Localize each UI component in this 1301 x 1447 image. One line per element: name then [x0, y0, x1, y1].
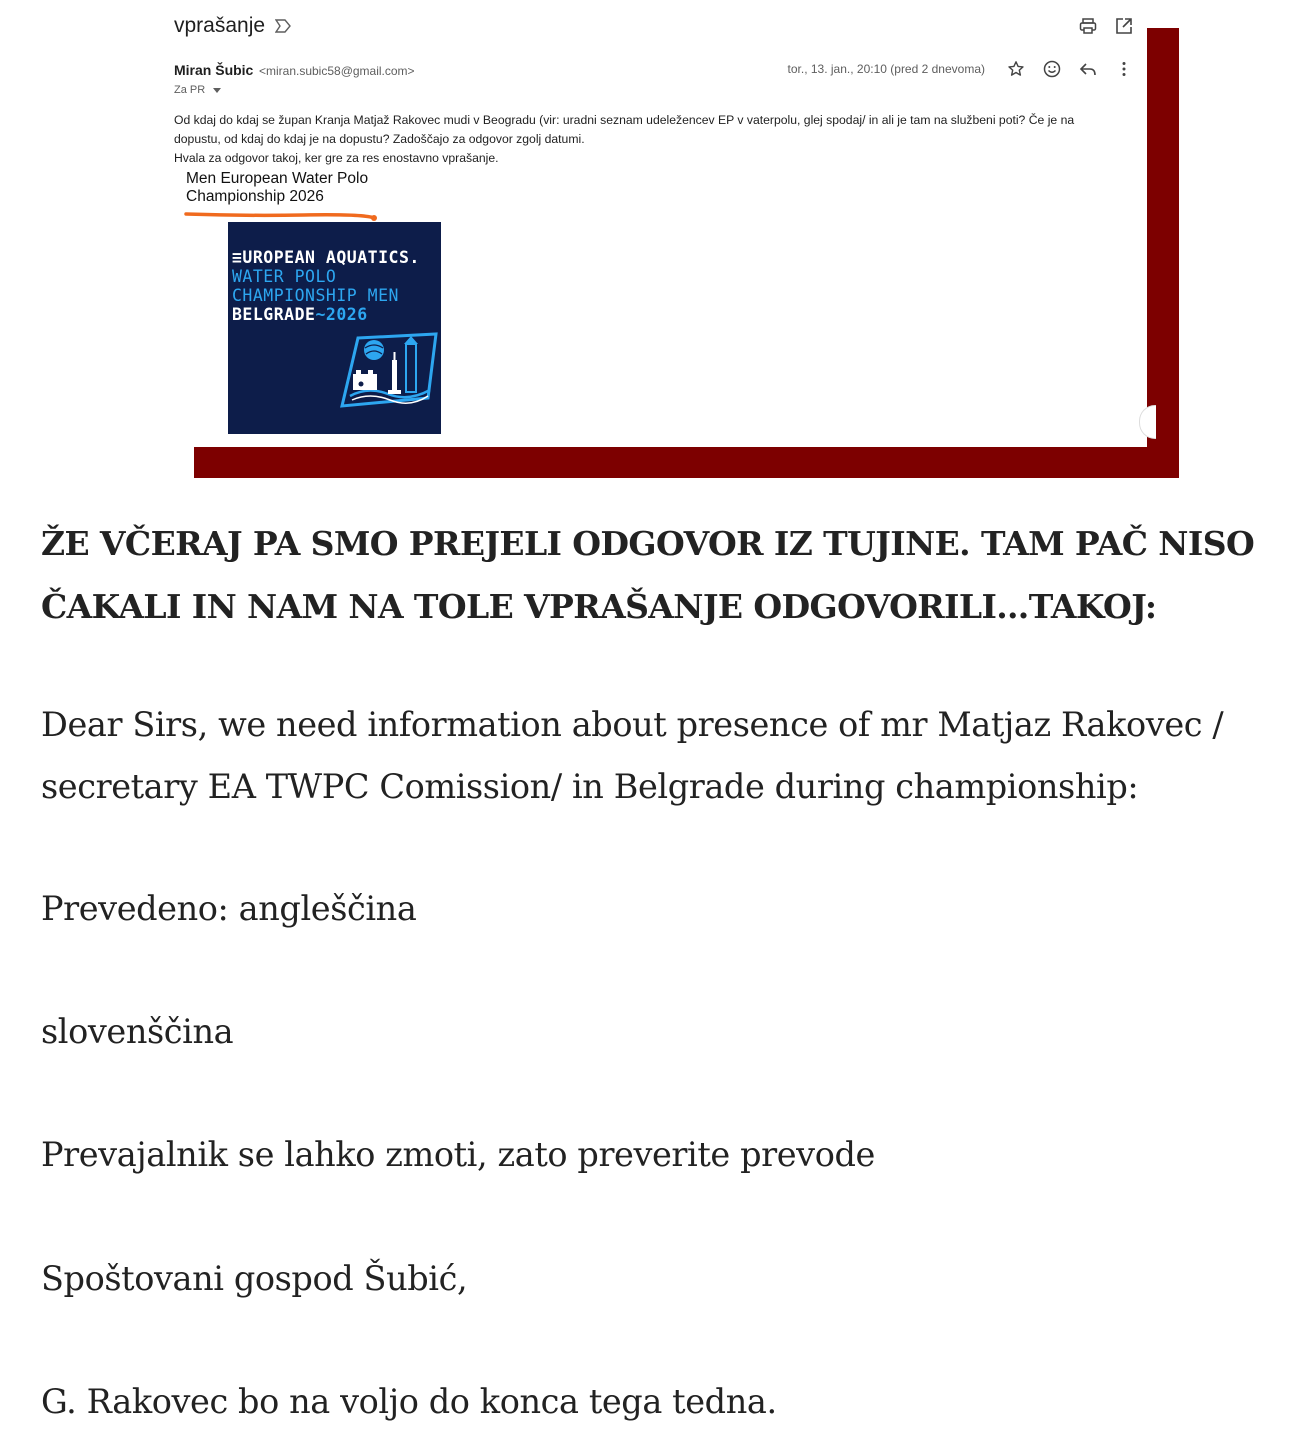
open-in-new-icon[interactable] — [1115, 17, 1133, 35]
article-paragraph: G. Rakovec bo na voljo do konca tega tedna. — [41, 1382, 777, 1421]
article-paragraph — [41, 694, 1281, 818]
body-line: dopustu, od kdaj do kdaj je na dopustu? Zadoščajo za odgovor zgolj datumi. — [174, 132, 585, 146]
article-heading — [41, 512, 1276, 638]
championship-logo-image — [228, 222, 441, 434]
sender-email: <miran.subic58@gmail.com> — [258, 64, 415, 78]
championship-caption — [186, 170, 368, 206]
recipient-label: Za PR — [174, 84, 206, 96]
heading-line: ČAKALI IN NAM NA TOLE VPRAŠANJE ODGOVORILI…TAKOJ: — [41, 587, 1157, 626]
body-line: Hvala za odgovor takoj, ker gre za res enostavno vprašanje. — [174, 151, 499, 165]
recipient-line[interactable] — [174, 84, 221, 96]
star-icon[interactable] — [1007, 60, 1025, 78]
email-subject — [174, 14, 291, 38]
belgrade-fortress-icon — [338, 330, 438, 410]
emoji-icon[interactable] — [1043, 60, 1061, 78]
caption-line: Championship 2026 — [186, 188, 324, 205]
heading-line: ŽE VČERAJ PA SMO PREJELI ODGOVOR IZ TUJINE. TAM PAČ NISO — [41, 524, 1255, 563]
logo-line: BELGRADE~2026 — [232, 305, 368, 324]
reply-icon[interactable] — [1079, 60, 1097, 78]
article-paragraph: Prevedeno: angleščina — [41, 889, 417, 928]
email-date: tor., 13. jan., 20:10 (pred 2 dnevoma) — [787, 62, 985, 76]
article-paragraph: Spoštovani gospod Šubić, — [41, 1259, 468, 1298]
more-vert-icon[interactable] — [1115, 60, 1133, 78]
body-line: Od kdaj do kdaj se župan Kranja Matjaž Rakovec mudi v Beogradu (vir: uradni seznam udeležencev EP v vaterpolu, glej spodaj/ in ali je tam na službeni poti? Če je na — [174, 113, 1075, 127]
logo-line: WATER POLO — [232, 267, 337, 286]
top-toolbar — [1079, 17, 1133, 35]
caption-line: Men European Water Polo — [186, 170, 369, 187]
email-body — [174, 111, 1139, 168]
label-outline-icon[interactable] — [275, 19, 291, 33]
email-view — [160, 0, 1147, 447]
sender-name[interactable]: Miran Šubic — [174, 62, 254, 78]
article-paragraph: slovenščina — [41, 1012, 234, 1051]
article-paragraph: Prevajalnik se lahko zmoti, zato preverite prevode — [41, 1135, 875, 1174]
paragraph-line: Dear Sirs, we need information about presence of mr Matjaz Rakovec / — [41, 705, 1224, 744]
email-screenshot-figure — [0, 0, 1301, 480]
print-icon[interactable] — [1079, 17, 1097, 35]
paragraph-line: secretary EA TWPC Comission/ in Belgrade during championship: — [41, 767, 1139, 806]
date-actions — [788, 60, 1133, 78]
logo-line: CHAMPIONSHIP MEN — [232, 286, 399, 305]
chevron-down-icon[interactable] — [213, 88, 221, 93]
sender-line — [174, 62, 415, 78]
logo-line: ≡UROPEAN AQUATICS. — [232, 248, 420, 267]
subject-text: vprašanje — [174, 14, 266, 37]
logo-text — [232, 248, 420, 324]
